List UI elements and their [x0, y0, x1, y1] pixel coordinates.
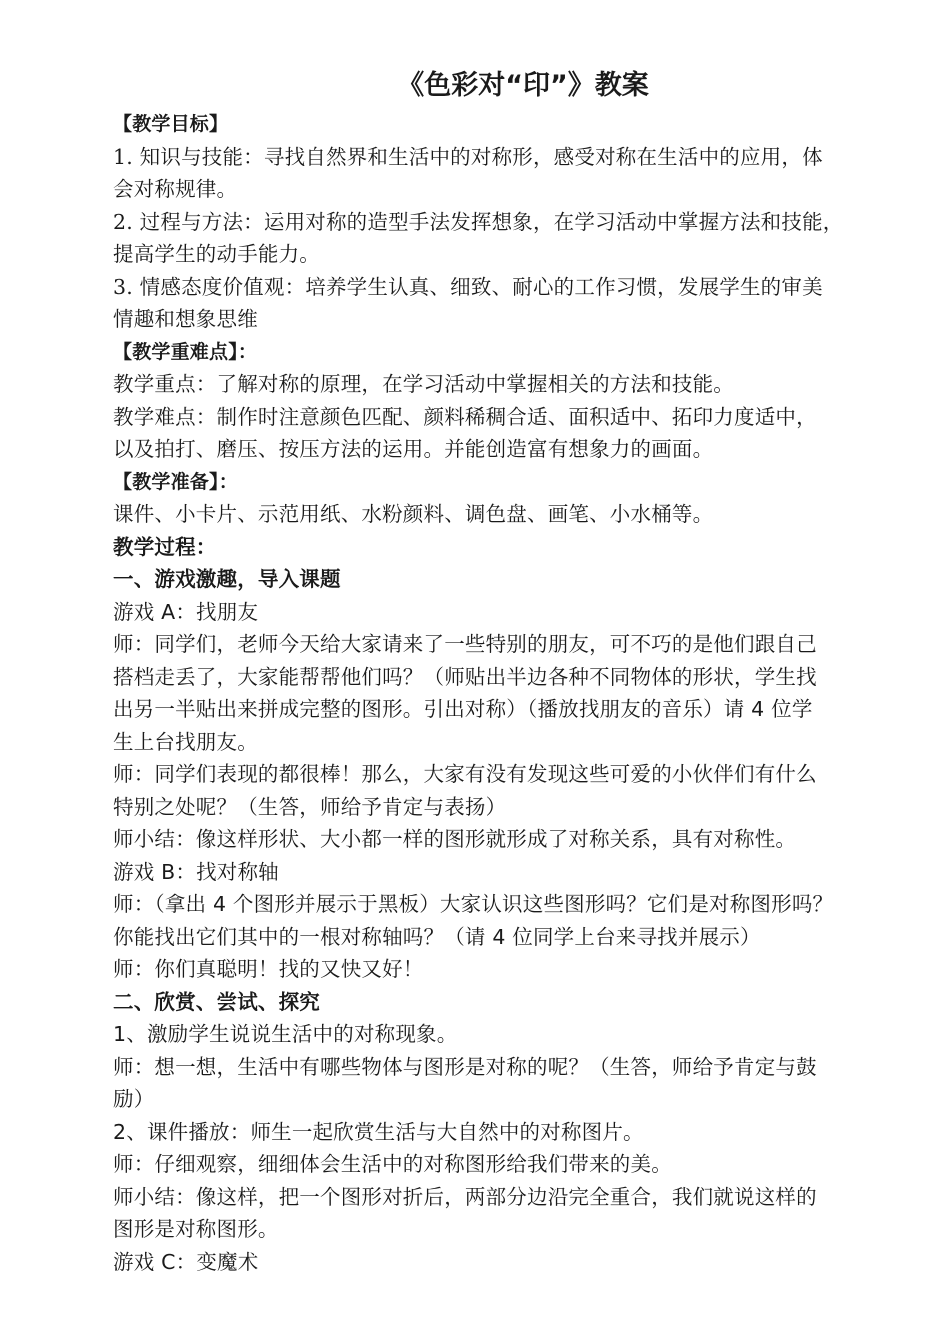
paragraph-line: [113, 173, 893, 206]
line-text: 搭档走丢了，大家能帮帮他们吗？（师贴出半边各种不同物体的形状，学生找: [113, 664, 817, 689]
paragraph-line: [113, 401, 893, 434]
document-title: 《色彩对“印”》教案: [397, 70, 649, 101]
paragraph-line: [113, 206, 893, 239]
section-heading: [113, 986, 893, 1019]
paragraph-line: [113, 888, 893, 921]
paragraph-line: [113, 1148, 893, 1181]
paragraph-line: [113, 1116, 893, 1149]
line-text: 师：（拿出 4 个图形并展示于黑板）大家认识这些图形吗？它们是对称图形吗？: [113, 892, 834, 916]
document-page: [113, 64, 893, 1278]
paragraph-line: [113, 141, 893, 174]
paragraph-line: [113, 1083, 893, 1116]
line-text: 课件、小卡片、示范用纸、水粉颜料、调色盘、画笔、小水桶等。: [113, 502, 714, 526]
section-heading: [113, 108, 893, 141]
line-text: 你能找出它们其中的一根对称轴吗？（请 4 位同学上台来寻找并展示）: [113, 924, 761, 949]
list-number: 3.: [113, 274, 133, 299]
line-text: 图形是对称图形。: [113, 1217, 279, 1241]
line-text: 师：同学们表现的都很棒！那么，大家有没有发现这些可爱的小伙伴们有什么: [113, 762, 817, 786]
line-text: 以及拍打、磨压、按压方法的运用。并能创造富有想象力的画面。: [113, 437, 714, 461]
line-text: 特别之处呢？（生答，师给予肯定与表扬）: [113, 794, 507, 819]
line-text: 2、课件播放：师生一起欣赏生活与大自然中的对称图片。: [113, 1119, 644, 1144]
paragraph-line: [113, 433, 893, 466]
line-text: 师：你们真聪明！找的又快又好！: [113, 957, 424, 981]
paragraph-line: [113, 303, 893, 336]
line-text: 知识与技能：寻找自然界和生活中的对称形，感受对称在生活中的应用，体: [132, 144, 823, 169]
section-heading: [113, 336, 893, 369]
line-text: 过程与方法：运用对称的造型手法发挥想象，在学习活动中掌握方法和技能，: [132, 209, 844, 234]
document-body: [113, 108, 893, 1278]
paragraph-line: [113, 726, 893, 759]
line-text: 出另一半贴出来拼成完整的图形。引出对称）（播放找朋友的音乐）请 4 位学: [113, 697, 813, 721]
paragraph-line: [113, 823, 893, 856]
paragraph-line: [113, 758, 893, 791]
line-text: 励）: [113, 1087, 155, 1111]
paragraph-line: [113, 628, 893, 661]
line-text: 师：仔细观察，细细体会生活中的对称图形给我们带来的美。: [113, 1152, 672, 1176]
line-text: 二、欣赏、尝试、探究: [113, 989, 320, 1014]
line-text: 提高学生的动手能力。: [113, 242, 320, 266]
line-text: 1、激励学生说说生活中的对称现象。: [113, 1022, 458, 1046]
line-text: 师小结：像这样，把一个图形对折后，两部分边沿完全重合，我们就说这样的: [113, 1184, 817, 1209]
line-text: 游戏 C：变魔术: [113, 1249, 259, 1274]
line-text: 游戏 B：找对称轴: [113, 859, 279, 884]
paragraph-line: [113, 856, 893, 889]
paragraph-line: [113, 693, 893, 726]
line-text: 【教学目标】: [113, 113, 229, 135]
paragraph-line: [113, 1181, 893, 1214]
line-text: 情感态度价值观：培养学生认真、细致、耐心的工作习惯，发展学生的审美: [132, 274, 823, 299]
paragraph-line: [113, 791, 893, 824]
paragraph-line: [113, 661, 893, 694]
paragraph-line: [113, 368, 893, 401]
paragraph-line: [113, 1051, 893, 1084]
line-text: 师：想一想，生活中有哪些物体与图形是对称的呢？（生答，师给予肯定与鼓: [113, 1054, 817, 1079]
paragraph-line: [113, 953, 893, 986]
paragraph-line: [113, 238, 893, 271]
paragraph-line: [113, 498, 893, 531]
paragraph-line: [113, 1018, 893, 1051]
line-text: 教学过程：: [113, 534, 217, 559]
line-text: 一、游戏激趣，导入课题: [113, 567, 341, 591]
line-text: 师：同学们，老师今天给大家请来了一些特别的朋友，可不巧的是他们跟自己: [113, 632, 817, 656]
paragraph-line: [113, 1246, 893, 1279]
line-text: 师小结：像这样形状、大小都一样的图形就形成了对称关系，具有对称性。: [113, 827, 797, 851]
line-text: 教学难点：制作时注意颜色匹配、颜料稀稠合适、面积适中、拓印力度适中，: [113, 404, 817, 429]
line-text: 生上台找朋友。: [113, 729, 258, 754]
section-heading: [113, 466, 893, 499]
paragraph-line: [113, 921, 893, 954]
line-text: 会对称规律。: [113, 177, 238, 201]
line-text: 情趣和想象思维: [113, 307, 258, 331]
list-number: 1.: [113, 144, 133, 169]
line-text: 教学重点：了解对称的原理，在学习活动中掌握相关的方法和技能。: [113, 372, 734, 396]
line-text: 【教学重难点】：: [113, 340, 258, 363]
line-text: 【教学准备】：: [113, 470, 238, 493]
line-text: 游戏 A：找朋友: [113, 599, 259, 624]
paragraph-line: [113, 1213, 893, 1246]
section-heading: [113, 531, 893, 564]
list-number: 2.: [113, 209, 133, 234]
paragraph-line: [113, 596, 893, 629]
paragraph-line: [113, 271, 893, 304]
section-heading: [113, 563, 893, 596]
